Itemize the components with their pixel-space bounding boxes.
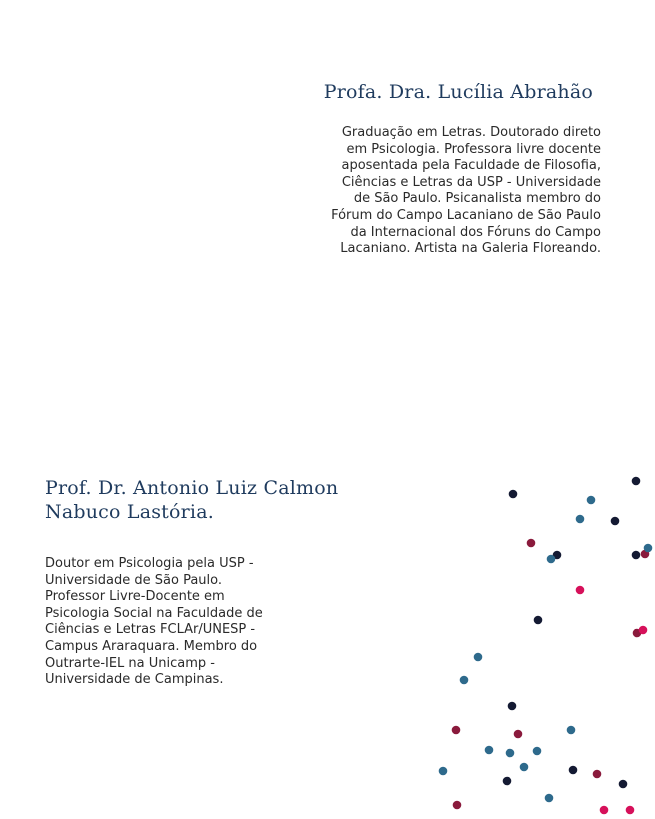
bio-name-lastoria: Prof. Dr. Antonio Luiz Calmon Nabuco Lastória.	[45, 477, 339, 523]
decorative-dot	[509, 490, 518, 499]
decorative-dot	[547, 555, 556, 564]
decorative-dot	[587, 496, 596, 505]
decorative-dot	[439, 767, 448, 776]
decorative-dot	[567, 726, 576, 735]
bio-name-abrahao: Profa. Dra. Lucília Abrahão	[323, 81, 593, 103]
decorative-dot	[619, 780, 628, 789]
decorative-dot	[576, 515, 585, 524]
decorative-dot	[534, 616, 543, 625]
decorative-dot	[533, 747, 542, 756]
decorative-dot	[503, 777, 512, 786]
decorative-dot	[632, 477, 641, 486]
decorative-dot	[452, 726, 461, 735]
decorative-dot	[611, 517, 620, 526]
decorative-dot	[644, 544, 653, 553]
decorative-dot	[508, 702, 517, 711]
decorative-dot	[460, 676, 469, 685]
decorative-dot	[569, 766, 578, 775]
decorative-dot	[527, 539, 536, 548]
bio-text-abrahao: Graduação em Letras. Doutorado direto em Psicologia. Professora livre docente aposentada pela Faculdade de Filosofia, Ciências e Letras da USP - Universidade de São Paulo. Psicanalista membro do Fórum do Campo Lacaniano de São Paulo da Internacional dos Fóruns do Campo Lacaniano. Artista na Galeria Floreando.	[331, 125, 601, 257]
decorative-dot	[514, 730, 523, 739]
decorative-dot	[639, 626, 648, 635]
decorative-dot	[545, 794, 554, 803]
bio-text-lastoria: Doutor em Psicologia pela USP - Universidade de São Paulo. Professor Livre-Docente em Psicologia Social na Faculdade de Ciências e Letras FCLAr/UNESP - Campus Araraquara. Membro do Outrarte-IEL na Unicamp - Universidade de Campinas.	[45, 556, 263, 688]
decorative-dot	[626, 806, 635, 815]
decorative-dot	[593, 770, 602, 779]
decorative-dot	[506, 749, 515, 758]
decorative-dot	[474, 653, 483, 662]
decorative-dot	[520, 763, 529, 772]
decorative-dot	[600, 806, 609, 815]
decorative-dot	[453, 801, 462, 810]
decorative-dot	[576, 586, 585, 595]
decorative-dot	[485, 746, 494, 755]
decorative-dot	[632, 551, 641, 560]
